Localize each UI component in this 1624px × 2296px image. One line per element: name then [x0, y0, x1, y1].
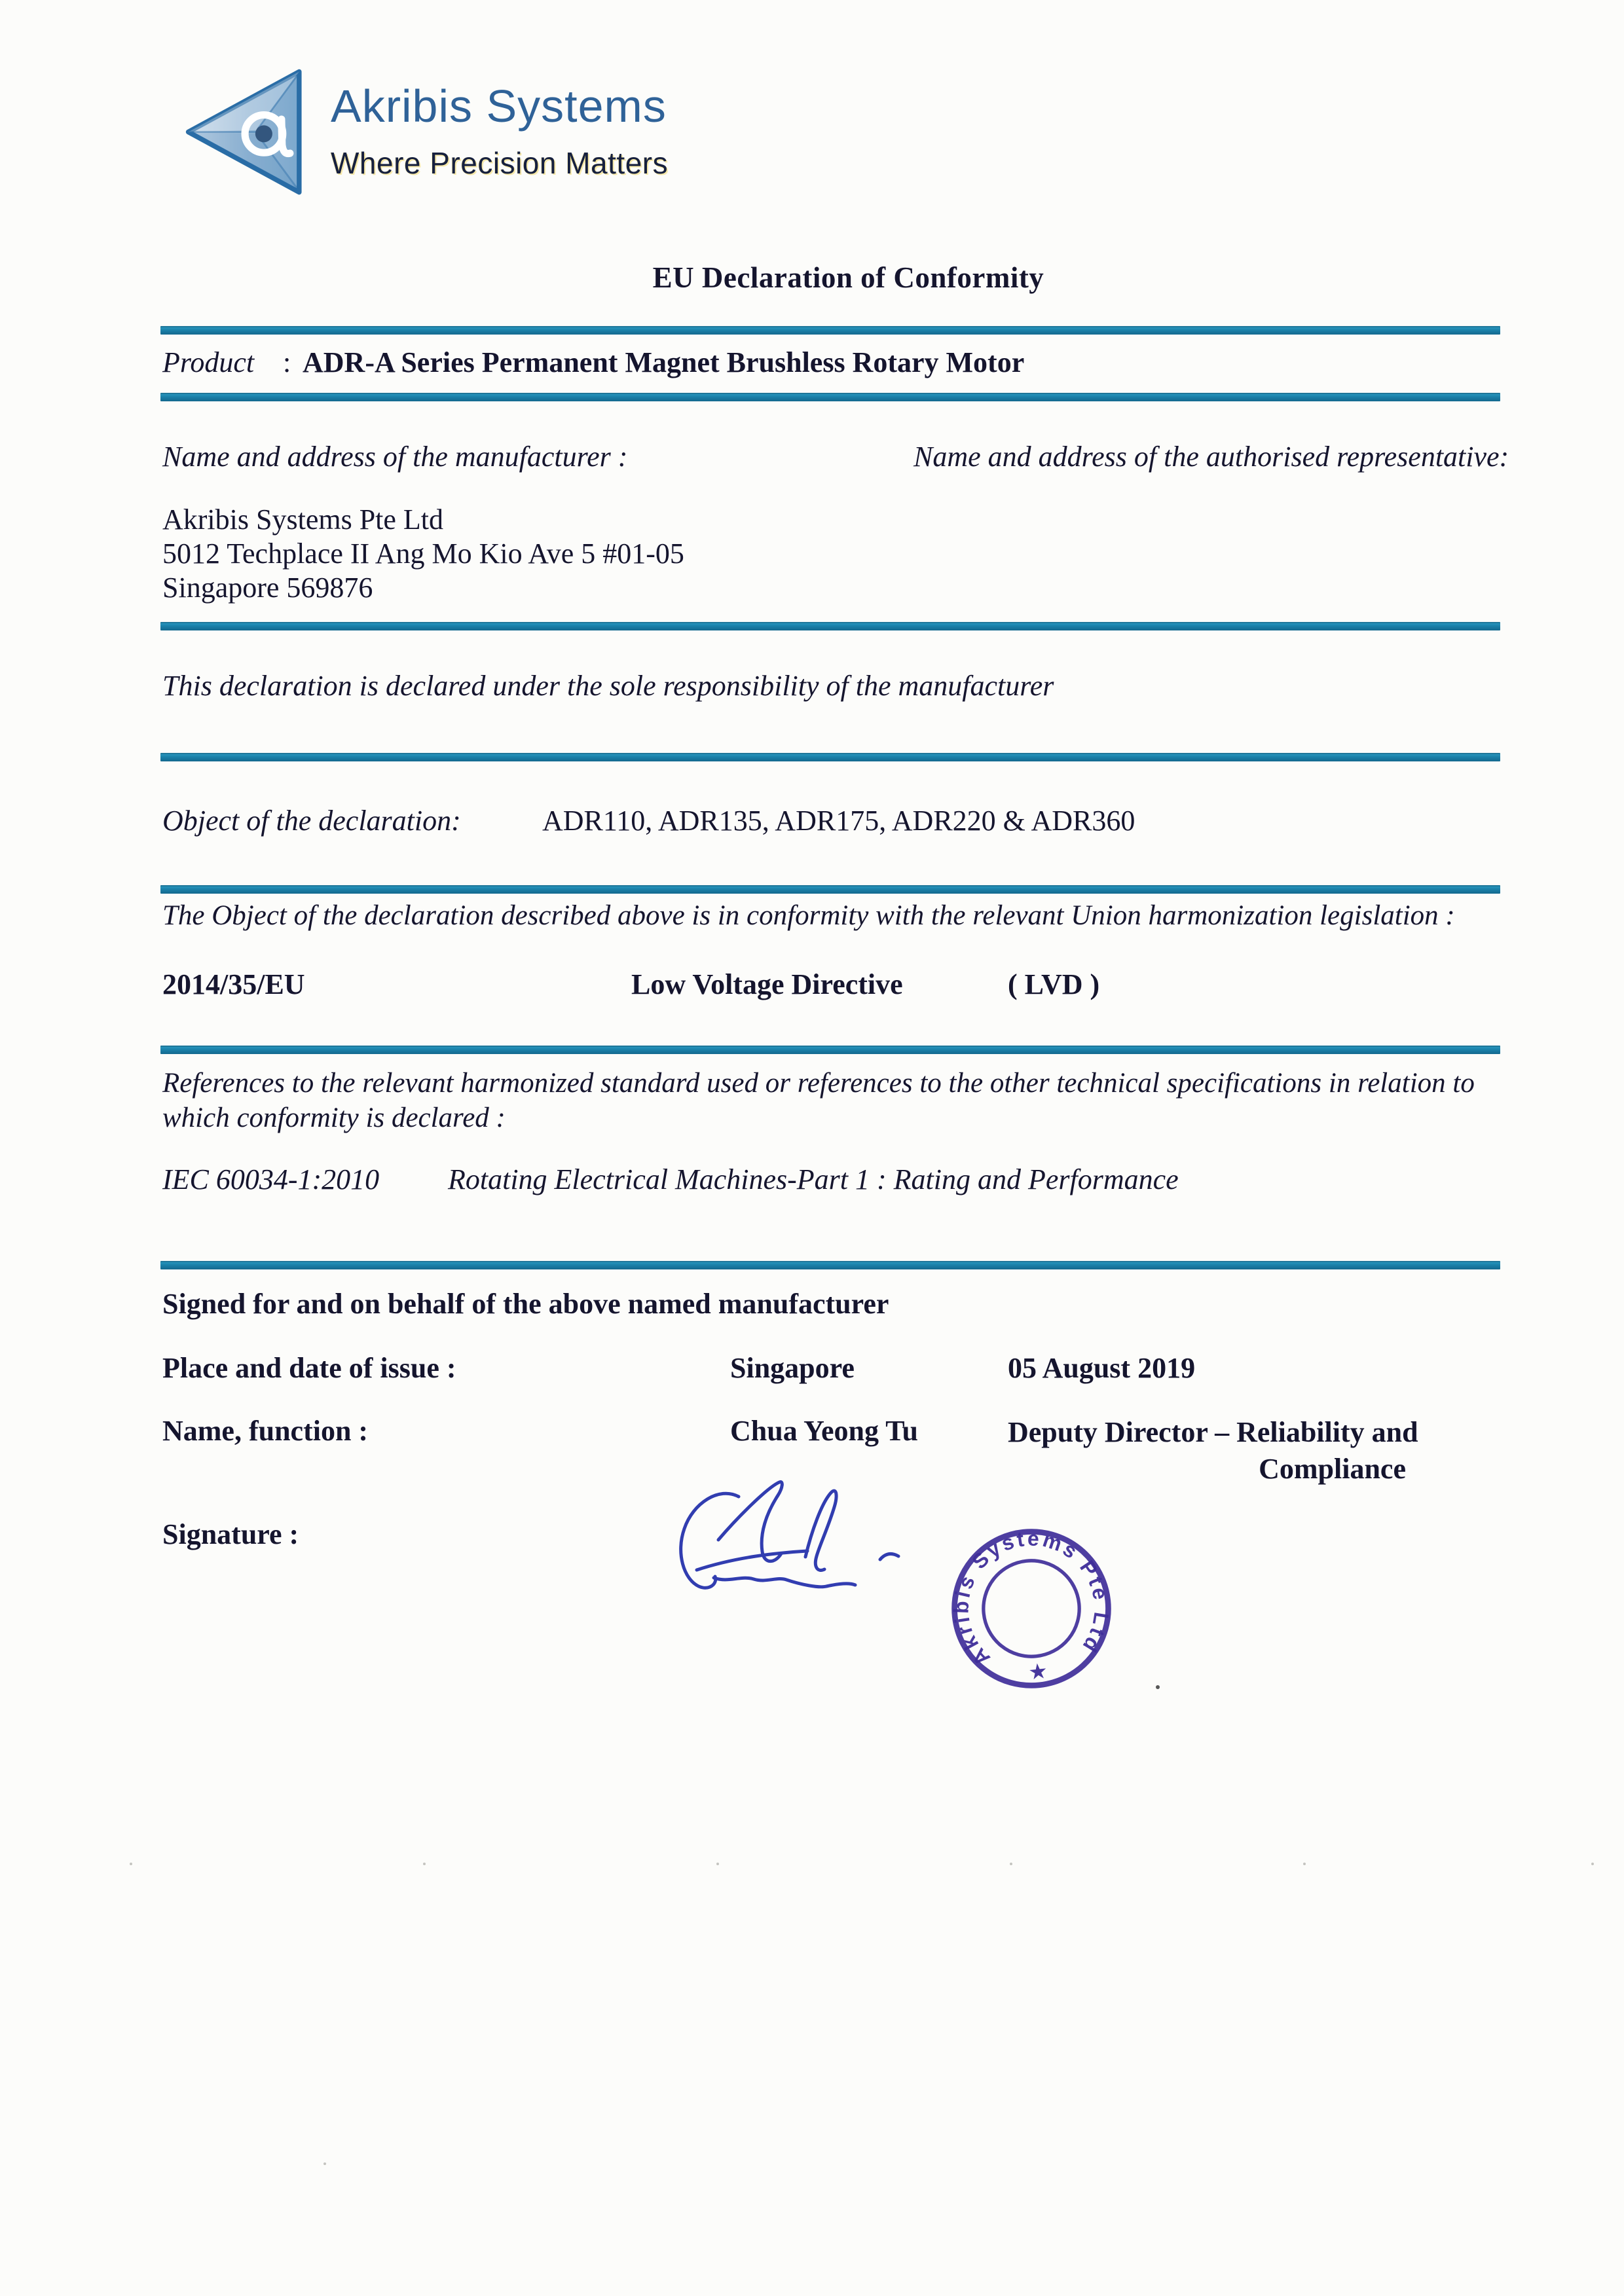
divider-bar	[160, 1046, 1500, 1054]
place-date-label: Place and date of issue :	[162, 1352, 456, 1384]
standard-row	[0, 1163, 1624, 1202]
divider-bar	[160, 885, 1500, 894]
directive-name: Low Voltage Directive	[631, 968, 903, 1000]
manufacturer-address-line: 5012 Techplace II Ang Mo Kio Ave 5 #01-05	[162, 538, 684, 570]
function-value	[1008, 1414, 1433, 1487]
company-stamp	[938, 1516, 1124, 1702]
standard-title: Rotating Electrical Machines-Part 1 : Rating and Performance	[448, 1163, 1179, 1195]
place-value: Singapore	[730, 1352, 855, 1384]
scan-speck	[1591, 1863, 1594, 1865]
standard-code: IEC 60034-1:2010	[162, 1163, 380, 1195]
product-label: Product	[162, 346, 255, 378]
scan-speck	[130, 1863, 132, 1865]
product-colon: :	[283, 346, 291, 378]
page-title: EU Declaration of Conformity	[652, 261, 1044, 294]
brand-tagline: Where Precision Matters	[331, 146, 669, 180]
manufacturer-address-line: Akribis Systems Pte Ltd	[162, 503, 444, 536]
place-date-row	[0, 1351, 1624, 1391]
name-function-label: Name, function :	[162, 1415, 369, 1447]
manufacturer-address-line: Singapore 569876	[162, 572, 373, 604]
scan-speck	[716, 1863, 719, 1865]
brand-name: Akribis Systems	[331, 81, 667, 132]
divider-bar	[160, 1261, 1500, 1269]
scan-speck	[423, 1863, 426, 1865]
manufacturer-address	[162, 503, 684, 605]
divider-bar	[160, 622, 1500, 630]
responsibility-statement: This declaration is declared under the sole responsibility of the manufacturer	[162, 670, 1054, 702]
signature-image	[655, 1453, 930, 1617]
function-line2: Compliance	[1259, 1453, 1406, 1485]
directive-code: 2014/35/EU	[162, 968, 305, 1000]
ink-dot	[1156, 1685, 1160, 1689]
scan-speck	[1303, 1863, 1306, 1865]
divider-bar	[160, 753, 1500, 761]
function-line1: Deputy Director – Reliability and	[1008, 1416, 1418, 1448]
object-row	[0, 804, 1624, 843]
stamp-arc-text: Akribis Systems Pte Ltd	[949, 1526, 1114, 1671]
scan-speck	[323, 2162, 326, 2165]
scan-speck	[1010, 1863, 1012, 1865]
references-statement: References to the relevant harmonized standard used or references to the other technical specifications in relation to which conformity is declared :	[162, 1068, 1475, 1133]
party-headings-row	[0, 440, 1624, 479]
divider-bar	[160, 326, 1500, 335]
conformity-statement: The Object of the declaration described above is in conformity with the relevant Union harmonization legislation :	[162, 900, 1455, 931]
manufacturer-heading: Name and address of the manufacturer :	[162, 441, 628, 473]
akribis-logo-mark-icon	[185, 65, 306, 200]
product-value: ADR-A Series Permanent Magnet Brushless Rotary Motor	[303, 346, 1025, 378]
svg-text:Akribis Systems Pte Ltd	[941, 1518, 1119, 1673]
date-value: 05 August 2019	[1008, 1352, 1196, 1384]
object-label: Object of the declaration:	[162, 805, 461, 837]
object-value: ADR110, ADR135, ADR175, ADR220 & ADR360	[542, 805, 1135, 837]
directive-abbreviation: ( LVD )	[1008, 968, 1100, 1000]
name-value: Chua Yeong Tu	[730, 1415, 918, 1447]
signature-label: Signature :	[162, 1518, 299, 1550]
signed-heading: Signed for and on behalf of the above named manufacturer	[162, 1288, 889, 1320]
stamp-star-icon: ★	[1027, 1659, 1049, 1685]
directive-row	[0, 968, 1624, 1007]
divider-bar	[160, 393, 1500, 401]
representative-heading: Name and address of the authorised representative:	[913, 441, 1509, 473]
product-row	[0, 346, 1624, 385]
